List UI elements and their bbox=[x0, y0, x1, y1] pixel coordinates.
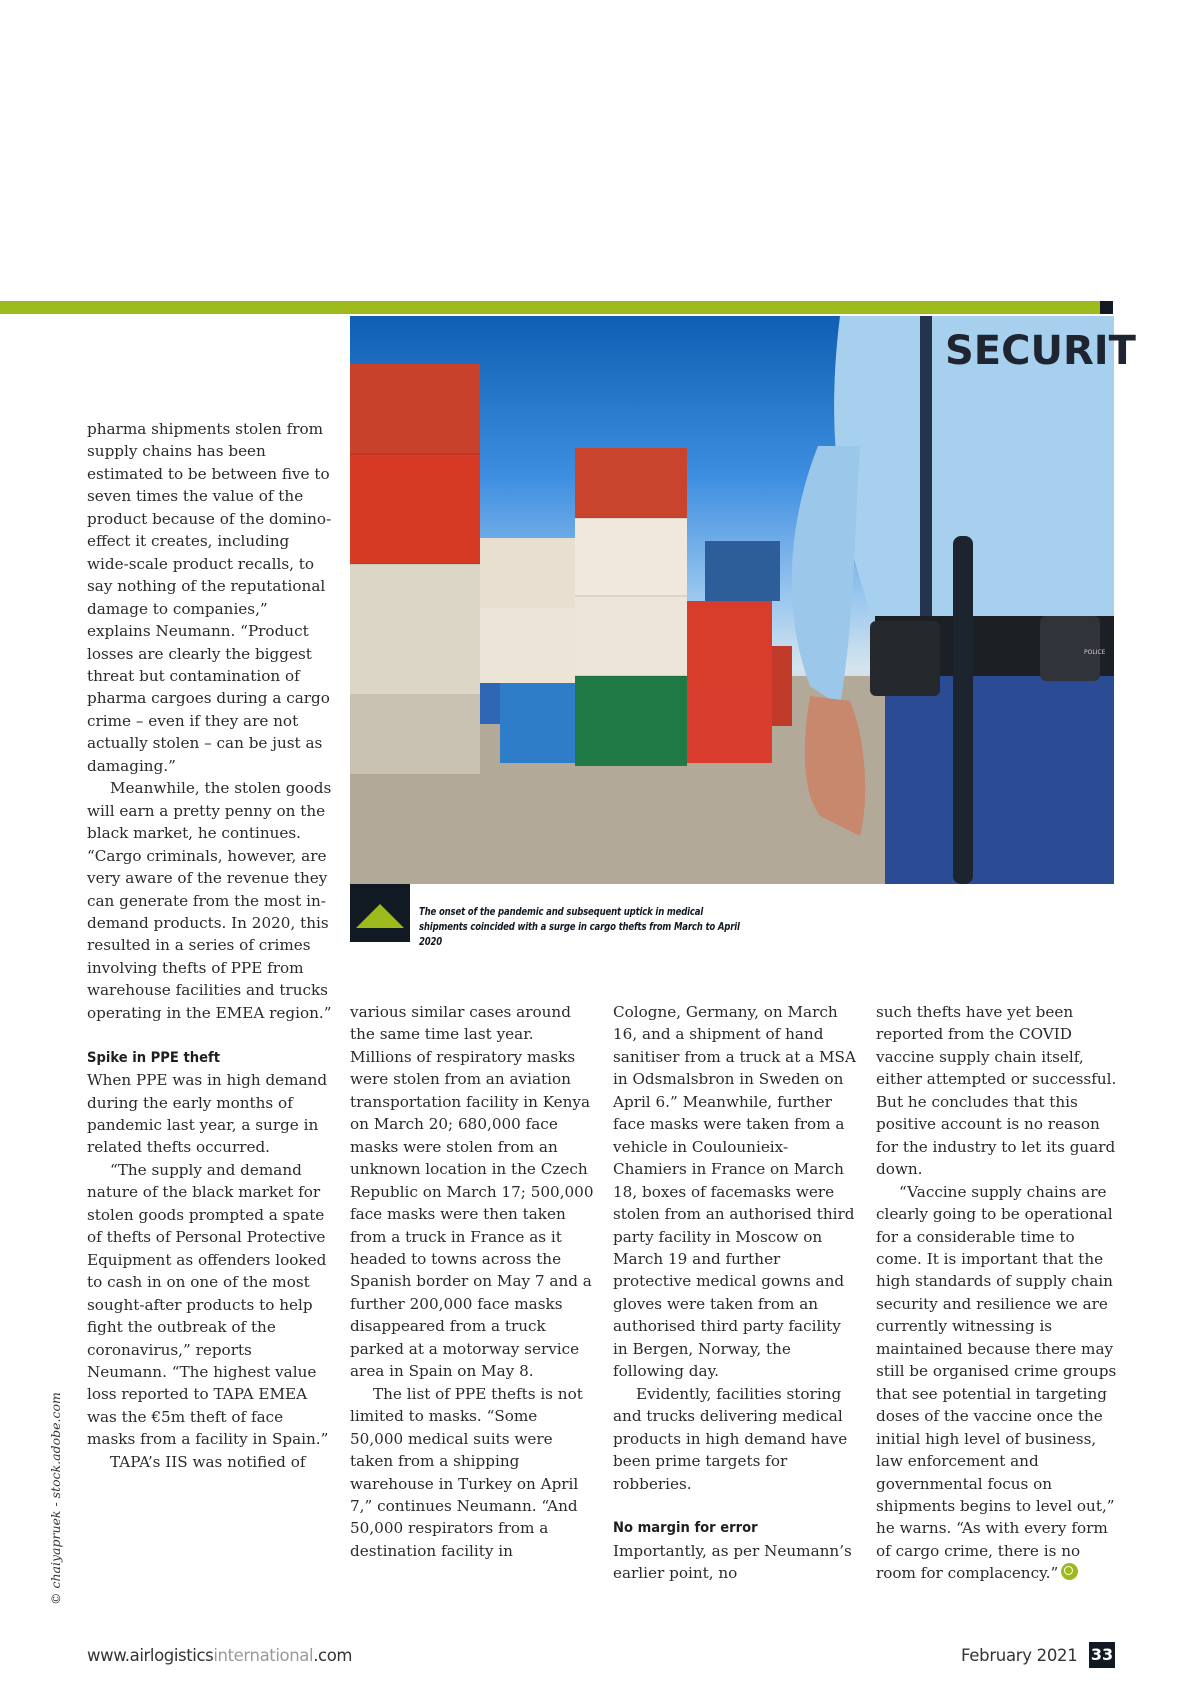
paragraph: “The supply and demand nature of the black market for stolen goods prompted a spate of thefts of Personal Protective Equipment as offenders looked to cash in on one of the most sought-after products to help fight the outbreak of the coronavirus,” reports Neumann. “The highest value loss reported to TAPA EMEA was the €5m theft of face masks from a facility in Spain.” bbox=[87, 1160, 329, 1449]
article-end-icon bbox=[1061, 1563, 1078, 1580]
article-column-2 bbox=[350, 1001, 595, 1562]
article-column-4 bbox=[876, 1001, 1121, 1585]
caption-marker bbox=[350, 884, 410, 942]
page-number: 33 bbox=[1089, 1642, 1115, 1668]
paragraph: Cologne, Germany, on March 16, and a shipment of hand sanitiser from a truck at a MSA in Odsmalsbron in Sweden on April 6.” Meanwhile, further face masks were taken from a vehicle in Coulounieix-Chamiers in France on March 18, boxes of facemasks were stolen from an authorised third party facility in Moscow on March 19 and further protective medical gowns and gloves were taken from an authorised third party facility in Bergen, Norway, the following day. bbox=[613, 1003, 856, 1381]
photo-credit-text: © chaiyapruek - stock.adobe.com bbox=[48, 1392, 63, 1605]
triangle-up-icon bbox=[350, 884, 410, 942]
police-badge-text: POLICE bbox=[1084, 649, 1106, 656]
security-label-text: SECURIT bbox=[945, 328, 1136, 374]
photo-illustration bbox=[350, 316, 1136, 884]
paragraph: Evidently, facilities storing and trucks delivering medical products in high demand have been prime targets for robberies. bbox=[613, 1384, 848, 1493]
footer-url-prefix: www.airlogistics bbox=[87, 1646, 214, 1665]
paragraph: When PPE was in high demand during the early months of pandemic last year, a surge in related thefts occurred. bbox=[87, 1071, 328, 1157]
article-column-1 bbox=[87, 418, 332, 1473]
footer-website-link[interactable] bbox=[87, 1646, 352, 1665]
footer-url-suffix: .com bbox=[313, 1646, 353, 1665]
subheading-spike-in-ppe-theft: Spike in PPE theft bbox=[87, 1048, 220, 1066]
paragraph-final-text: “Vaccine supply chains are clearly going to be operational for a considerable time to come. It is important that the high standards of supply chain security and resilience we are currently witnessing is maintained because there may still be organised crime groups that see potential in targeting doses of the vaccine once the initial high level of business, law enforcement and governmental focus on shipments begins to level out,” he warns. “As with every form of cargo crime, there is no room for complacency.” bbox=[876, 1182, 1117, 1583]
article-column-3 bbox=[613, 1001, 858, 1585]
paragraph: Importantly, as per Neumann’s earlier point, no bbox=[613, 1541, 852, 1583]
footer-issue-date: February 2021 bbox=[961, 1646, 1078, 1665]
top-accent-bar bbox=[0, 301, 1100, 314]
photo-caption: The onset of the pandemic and subsequent uptick in medical shipments coincided with a surge in cargo thefts from March to April 2020 bbox=[419, 906, 740, 948]
security-guard-photo bbox=[350, 316, 1136, 884]
footer-url-light: international bbox=[213, 1646, 314, 1665]
subheading-no-margin-for-error: No margin for error bbox=[613, 1519, 758, 1537]
paragraph: The list of PPE thefts is not limited to masks. “Some 50,000 medical suits were taken from a shipping warehouse in Turkey on April 7,” continues Neumann. “And 50,000 respirators from a destination facility in bbox=[350, 1384, 583, 1560]
top-accent-bar-end bbox=[1100, 301, 1113, 314]
paragraph: pharma shipments stolen from supply chains has been estimated to be between five to seven times the value of the product because of the domino-effect it creates, including wide-scale product recalls, to say nothing of the reputational damage to companies,” explains Neumann. “Product losses are clearly the biggest threat but contamination of pharma cargoes during a cargo crime – even if they are not actually stolen – can be just as damaging.” bbox=[87, 420, 332, 775]
paragraph-final bbox=[876, 1181, 1121, 1585]
paragraph: Meanwhile, the stolen goods will earn a pretty penny on the black market, he continues. “Cargo criminals, however, are very aware of the revenue they can generate from the most in-demand products. In 2020, this resulted in a series of crimes involving thefts of PPE from warehouse facilities and trucks operating in the EMEA region.” bbox=[87, 779, 332, 1022]
paragraph: TAPA’s IIS was notified of bbox=[110, 1452, 306, 1471]
paragraph: various similar cases around the same time last year. Millions of respiratory masks were stolen from an aviation transportation facility in Kenya on March 20; 680,000 face masks were stolen from an unknown location in the Czech Republic on March 17; 500,000 face masks were then taken from a truck in France as it headed to towns across the Spanish border on May 7 and a further 200,000 face masks disappeared from a truck parked at a motorway service area in Spain on May 8. bbox=[350, 1003, 594, 1381]
paragraph: such thefts have yet been reported from the COVID vaccine supply chain itself, either attempted or successful. But he concludes that this positive account is no reason for the industry to let its guard down. bbox=[876, 1003, 1117, 1179]
